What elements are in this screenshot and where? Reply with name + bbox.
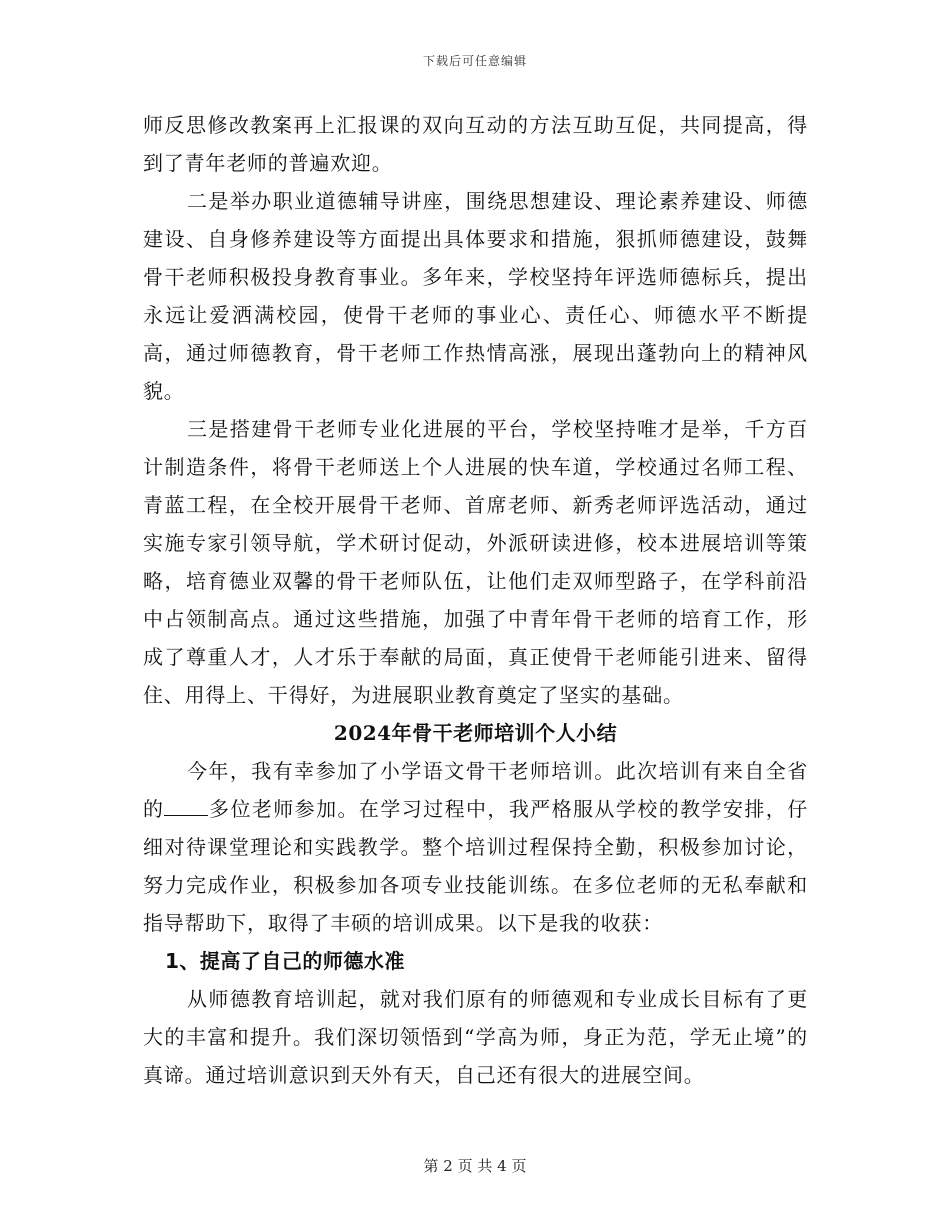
subheading-ethics: 1、提高了自己的师德水准 (165, 949, 405, 973)
paragraph-development-platform: 三是搭建骨干老师专业化进展的平台，学校坚持唯才是举，千方百计制造条件，将骨干老师送上个人进展的快车道，学校通过名师工程、青蓝工程，在全校开展骨干老师、首席老师、新秀老师评选活动，通过实施专家引领导航，学术研讨促动，外派研读进修，校本进展培训等策略，培育德业双馨的骨干老师队伍，让他们走双师型路子，在学科前沿中占领制高点。通过这些措施，加强了中青年骨干老师的培育工作，形成了尊重人才，人才乐于奉献的局面，真正使骨干老师能引进来、留得住、用得上、干得好，为进展职业教育奠定了坚实的基础。 (143, 417, 808, 707)
header-note: 下载后可任意编辑 (422, 54, 527, 68)
paragraph-training-intro (143, 752, 808, 942)
paragraph-ethics-lectures: 二是举办职业道德辅导讲座，围绕思想建设、理论素养建设、师德建设、自身修养建设等方面提出具体要求和措施，狠抓师德建设，鼓舞骨干老师积极投身教育事业。多年来，学校坚持年评选师德标兵，提出永远让爱洒满校园，使骨干老师的事业心、责任心、师德水平不断提高，通过师德教育，骨干老师工作热情高涨，展现出蓬勃向上的精神风貌。 (143, 189, 808, 403)
intro-text-before-blank: 今年，我有幸参加了小学语文骨干老师培训。此次培训有来自全省的 (143, 759, 808, 821)
intro-text-after-blank: 多位老师参加。在学习过程中，我严格服从学校的教学安排，仔细对待课堂理论和实践教学。整个培训过程保持全勤，积极参加讨论，努力完成作业，积极参加各项专业技能训练。在多位老师的无私奉献和指导帮助下，取得了丰硕的培训成果。以下是我的收获： (143, 797, 808, 935)
paragraph-continuation: 师反思修改教案再上汇报课的双向互动的方法互助互促，共同提高，得到了青年老师的普遍欢迎。 (143, 113, 808, 175)
fill-in-blank (164, 795, 208, 816)
page-number: 第 2 页 共 4 页 (423, 1157, 527, 1175)
paragraph-ethics-growth: 从师德教育培训起，就对我们原有的师德观和专业成长目标有了更大的丰富和提升。我们深切领悟到“学高为师，身正为范，学无止境”的真谛。通过培训意识到天外有天，自己还有很大的进展空间。 (143, 987, 808, 1087)
document-body (143, 106, 808, 1094)
section-title: 2024年骨干老师培训个人小结 (333, 721, 618, 745)
